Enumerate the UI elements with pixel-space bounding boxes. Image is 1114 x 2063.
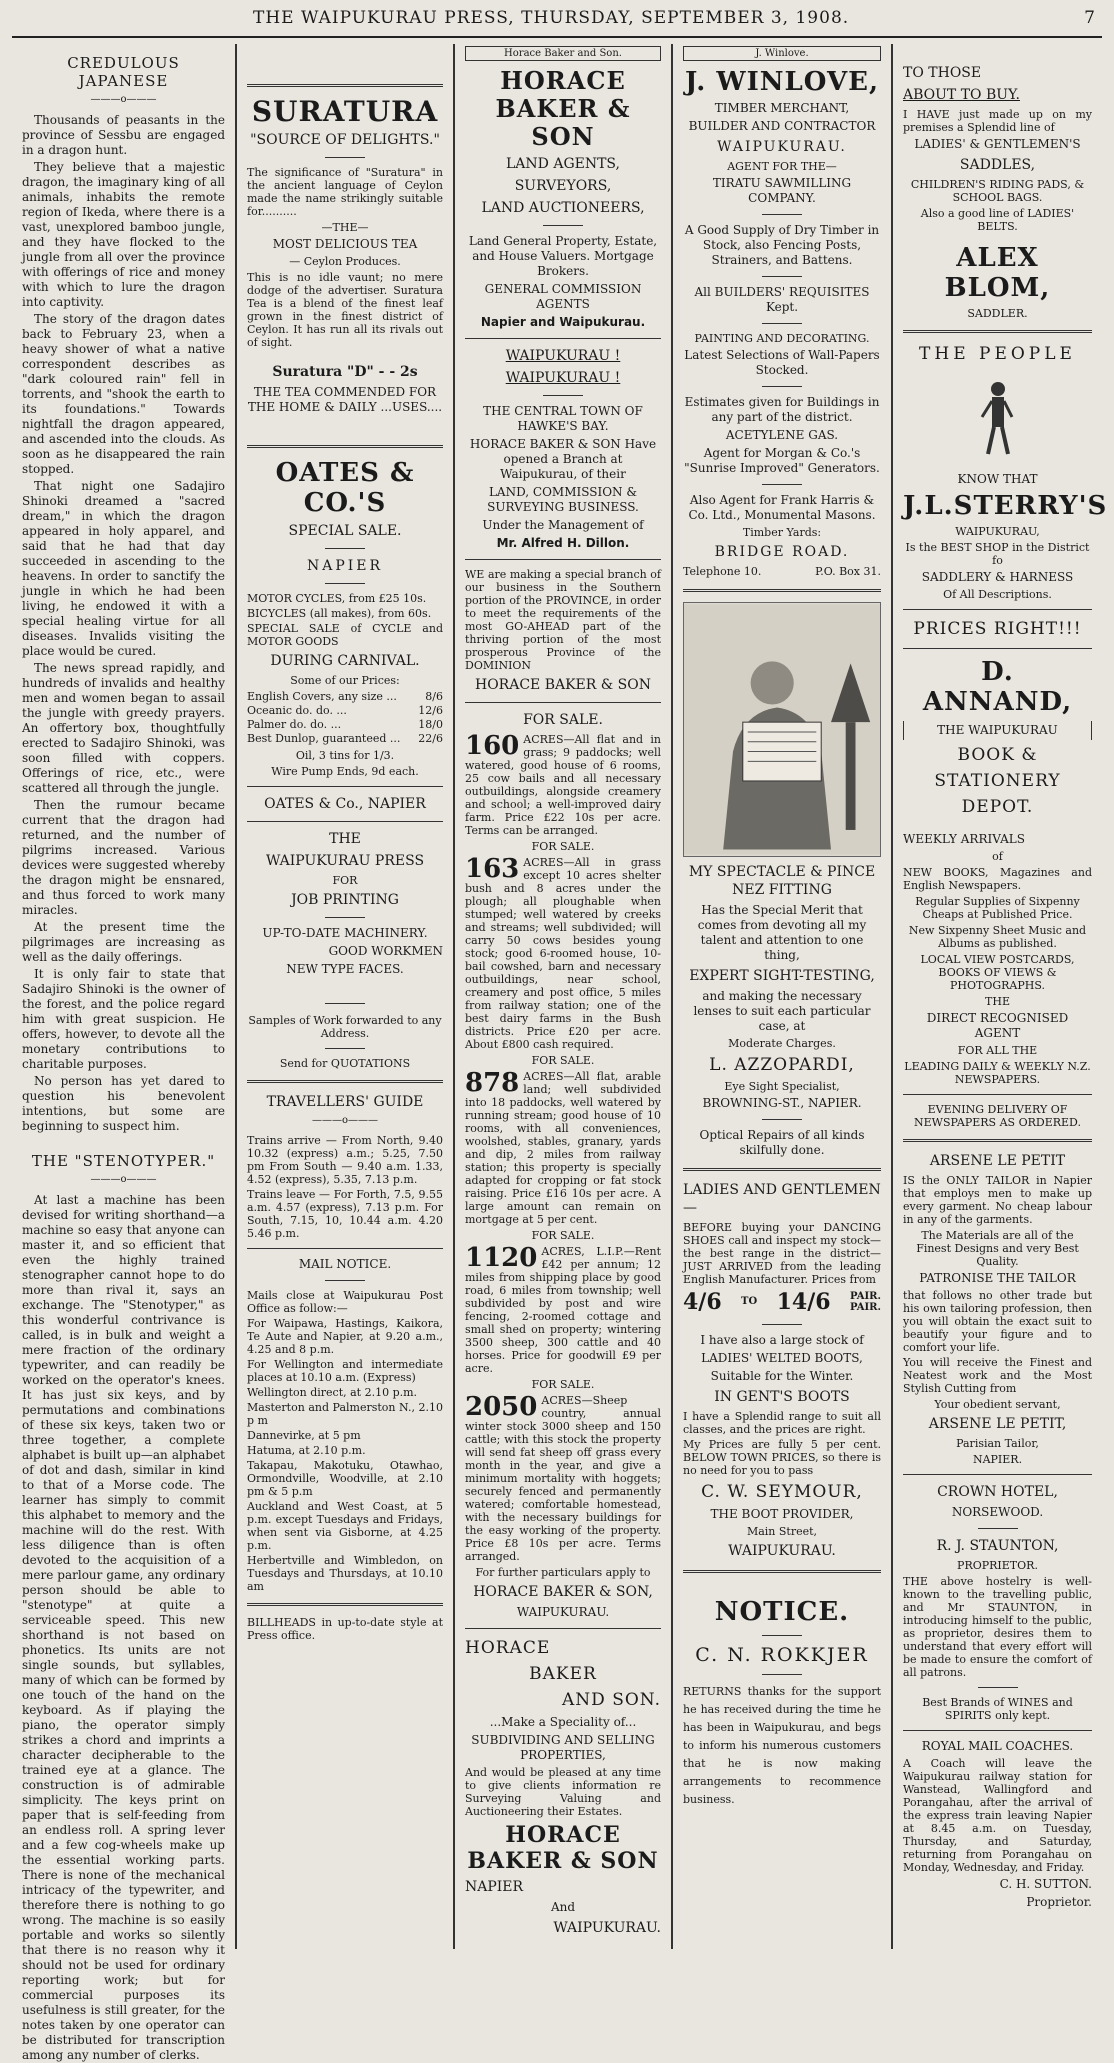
prices-right: PRICES RIGHT!!! xyxy=(913,619,1082,639)
mail-line: Dannevirke, at 5 pm xyxy=(247,1429,361,1442)
mail-line: For Wellington and intermediate places at 10.10 a.m. (Express) xyxy=(247,1358,443,1384)
column-4 xyxy=(673,44,893,1949)
suratura-subtitle: "SOURCE OF DELIGHTS." xyxy=(250,132,440,148)
divider xyxy=(762,1119,802,1120)
divider xyxy=(903,330,1092,333)
proprietor: PROPRIETOR. xyxy=(957,1559,1038,1572)
commission-agents: GENERAL COMMISSION AGENTS xyxy=(484,282,642,311)
for-all: FOR ALL THE xyxy=(957,1044,1038,1057)
divider xyxy=(247,786,443,787)
spectacle-text: Has the Special Merit that comes from devoting all my talent and attention to one thing, xyxy=(697,903,867,962)
land-agents: LAND AGENTS, xyxy=(506,156,620,172)
to-those: TO THOSE xyxy=(903,65,982,81)
annand-title: D. ANNAND, xyxy=(922,657,1073,717)
waipukurau: WAIPUKURAU. xyxy=(717,139,847,155)
article-paragraph: The story of the dragon dates back to February 23, when a heavy shower of what a native correspondent describes as "dark coloured rain" fell in torrents, and "shook the earth to its foundations." Towards nightfall the dragon appeared, and ascended into the clouds. As soon as he disappeared the rain stopped. xyxy=(22,312,225,476)
dancing-shoes: BEFORE buying your DANCING SHOES call and inspect my stock—the best range in the district—JUST ARRIVED from the leading English Manufacturer. Prices from xyxy=(683,1221,881,1286)
billheads: BILLHEADS in up-to-date style at Press office. xyxy=(247,1616,443,1642)
sutton: C. H. SUTTON. xyxy=(999,1877,1092,1891)
divider xyxy=(325,1003,365,1004)
sale-listing: 2050 ACRES—Sheep country, annual winter stock 3000 sheep and 150 cattle; with this stock the property will send fat sheep off grass every month in the year, and give a minimum mortality with hoggets; securely fenced and permanently watered; comfortable homestead, with the necessary buildings for the easy working of the property. Price £8 10s per acre. Terms arranged. xyxy=(465,1392,661,1563)
under-management: Under the Management of xyxy=(482,518,644,532)
divider xyxy=(683,589,881,592)
for-label: FOR xyxy=(332,874,358,887)
follows-trade: that follows no other trade but his own tailoring profession, then you will obtain the exact suit to beautify your figure and to comfort your life. xyxy=(903,1289,1092,1354)
mail-line: Wellington direct, at 2.10 p.m. xyxy=(247,1386,418,1399)
job-printing: JOB PRINTING xyxy=(291,892,399,908)
postcards: LOCAL VIEW POSTCARDS, BOOKS OF VIEWS & PHOTOGRAPHS. xyxy=(920,953,1075,992)
stationery: STATIONERY xyxy=(934,771,1061,791)
for-sale-heading: FOR SALE. xyxy=(531,1054,595,1067)
weekly-arrivals: WEEKLY ARRIVALS xyxy=(903,832,1025,846)
divider xyxy=(247,445,443,448)
evening-delivery: EVENING DELIVERY OF NEWSPAPERS AS ORDERED. xyxy=(914,1103,1081,1129)
saddlery-harness: SADDLERY & HARNESS xyxy=(921,570,1074,584)
price-row: Palmer do. do. ... 18/0 xyxy=(247,718,443,731)
article-title-stenotyper: THE "STENOTYPER." xyxy=(31,1152,216,1170)
special-cycle: SPECIAL SALE of CYCLE and MOTOR GOODS xyxy=(247,622,443,648)
the-label: —THE— xyxy=(321,221,369,234)
bridge-road: BRIDGE ROAD. xyxy=(714,544,850,560)
surveyors: SURVEYORS, xyxy=(514,178,612,194)
morgan: Agent for Morgan & Co.'s "Sunrise Improved" Generators. xyxy=(684,446,880,475)
horace-baker-title: HORACE BAKER & SON xyxy=(495,66,631,151)
obedient-servant: Your obedient servant, xyxy=(934,1398,1061,1411)
divider xyxy=(325,1280,365,1281)
boot-provider: THE BOOT PROVIDER, xyxy=(710,1507,854,1521)
some-prices: Some of our Prices: xyxy=(290,674,400,687)
gents-boots: IN GENT'S BOOTS xyxy=(714,1389,850,1405)
waipukurau: WAIPUKURAU. xyxy=(553,1920,661,1936)
making-lenses: and making the necessary lenses to suit each particular case, at xyxy=(693,989,871,1033)
sale-listing: 1120 ACRES, L.I.P.—Rent £42 per annum; 12 miles from shipping place by good road, 6 miles from township; well subdivided by post and wire fencing, 2-roomed cottage and small shed on property; wintering 3500 sheep, 300 cattle and 40 horses. Price for goodwill £9 per acre. xyxy=(465,1243,661,1375)
staunton: R. J. STAUNTON, xyxy=(936,1538,1059,1554)
mail-line: Hatuma, at 2.10 p.m. xyxy=(247,1444,366,1457)
special-branch: WE are making a special branch of our business in the Southern portion of the PROVINCE, in order to meet the requirements of the most GO-AHEAD part of the thriving portion of the most prosperous Province of the DOMINION xyxy=(465,568,661,672)
divider xyxy=(325,1048,365,1049)
saddles: SADDLES, xyxy=(959,157,1036,173)
for-sale-heading: FOR SALE. xyxy=(531,1229,595,1242)
the-label: THE xyxy=(329,831,361,847)
land-commission: LAND, COMMISSION & SURVEYING BUSINESS. xyxy=(487,485,639,514)
suratura-title: SURATURA xyxy=(251,95,439,128)
browning-st: BROWNING-ST., NAPIER. xyxy=(702,1096,862,1110)
the-people: THE PEOPLE xyxy=(919,344,1076,364)
hb-branch: HORACE BAKER & SON Have opened a Branch at Waipukurau, of their xyxy=(469,437,657,481)
arsene-title: ARSENE LE PETIT xyxy=(929,1153,1066,1169)
napier: NAPIER. xyxy=(972,1453,1023,1466)
napier-waipukurau: Napier and Waipukurau. xyxy=(480,315,646,329)
ornament-divider: ———o——— xyxy=(90,1174,157,1185)
direct-agent: DIRECT RECOGNISED AGENT xyxy=(926,1011,1069,1040)
upto-date-machinery: UP-TO-DATE MACHINERY. xyxy=(262,926,428,940)
mail-line: Masterton and Palmerston N., 2.10 p m xyxy=(247,1401,443,1427)
tea-commended: THE TEA COMMENDED FOR THE HOME & DAILY ...USES.... xyxy=(247,385,443,414)
divider xyxy=(543,225,583,226)
article-paragraph: They believe that a majestic dragon, the imaginary king of all animals, inhabits the remote region of Ikeda, where there is a vast, unexplored bamboo jungle, and they have flocked to the jungle from all over the province with offerings of rice and money with which to lure the dragon into captivity. xyxy=(22,160,225,309)
only-tailor: IS the ONLY TAILOR in Napier that employs men to make up every garment. No cheap labour in any of the garments. xyxy=(903,1174,1092,1226)
my-prices: My Prices are fully 5 per cent. BELOW TOWN PRICES, so there is no need for you to pass xyxy=(683,1438,881,1477)
horace-baker-son: HORACE BAKER & SON xyxy=(474,677,652,693)
timber-merchant: TIMBER MERCHANT, xyxy=(714,101,850,115)
waipukurau: WAIPUKURAU. xyxy=(516,1605,610,1619)
new-type-faces: NEW TYPE FACES. xyxy=(286,962,404,976)
pleased: And would be pleased at any time to give clients information re Surveying Valuing and Auctioneering their Estates. xyxy=(465,1766,661,1818)
leading-newspapers: LEADING DAILY & WEEKLY N.Z. NEWSPAPERS. xyxy=(904,1060,1091,1086)
know-that: KNOW THAT xyxy=(957,472,1038,486)
oates-title: OATES & CO.'S xyxy=(275,458,415,518)
divider xyxy=(683,1570,881,1573)
further-particulars: For further particulars apply to xyxy=(475,1566,651,1579)
price-row: Oceanic do. do. ... 12/6 xyxy=(247,704,443,717)
receive-finest: You will receive the Finest and Neatest work and the Most Stylish Cutting from xyxy=(903,1356,1092,1395)
during-carnival: DURING CARNIVAL. xyxy=(270,653,420,669)
article-paragraph: That night one Sadajiro Shinoki dreamed a "sacred dream," in which the dragon appeared in holy apparel, and said that he had that day succeeded in ascending to the heavens. In order to sanctify the jungle in which he had been living, he endowed it with a special healing virtue for all diseases. Invalids visiting the place would be cured. xyxy=(22,479,225,658)
spectacle-heading: MY SPECTACLE & PINCE NEZ FITTING xyxy=(688,864,876,898)
returns-thanks: RETURNS thanks for the support he has received during the time he has been in Waipukurau, and begs to inform his numerous customers that he is now making arrangements to recommence business. xyxy=(683,1685,881,1806)
seymour: C. W. SEYMOUR, xyxy=(701,1482,863,1502)
builder-contractor: BUILDER AND CONTRACTOR xyxy=(688,119,876,133)
divider xyxy=(903,1139,1092,1142)
notice-heading: NOTICE. xyxy=(714,1597,850,1627)
waipukurau-heading: WAIPUKURAU ! xyxy=(505,348,621,364)
column-2 xyxy=(237,44,455,1949)
divider xyxy=(465,559,661,560)
page-number: 7 xyxy=(1084,8,1096,28)
samples: Samples of Work forwarded to any Address. xyxy=(248,1014,442,1040)
article-paragraph: No person has yet dared to question his benevolent intentions, but some are beginning to suspect him. xyxy=(22,1074,225,1133)
rokkjer: C. N. ROKKJER xyxy=(695,1644,869,1666)
masthead xyxy=(12,8,1102,38)
royal-mail-coaches: ROYAL MAIL COACHES. xyxy=(921,1739,1074,1753)
wallpapers: Latest Selections of Wall-Papers Stocked. xyxy=(684,348,880,377)
divider xyxy=(762,484,802,485)
divider xyxy=(762,1674,802,1675)
mail-line: For Waipawa, Hastings, Kaikora, Te Aute and Napier, at 9.20 a.m., 4.25 and 8 p.m. xyxy=(247,1317,443,1356)
winlove-title: J. WINLOVE, xyxy=(684,67,880,97)
main-street: Main Street, xyxy=(746,1525,818,1538)
hostelry: THE above hostelry is well-known to the travelling public, and Mr STAUNTON, in introducing himself to the public, as proprietor, desires them to understand that every effort will be made to ensure the comfort of all patrons. xyxy=(903,1575,1092,1679)
divider xyxy=(903,1730,1092,1731)
azzopardi: L. AZZOPARDI, xyxy=(709,1055,855,1075)
materials: The Materials are all of the Finest Designs and very Best Quality. xyxy=(916,1229,1079,1268)
timber-yards: Timber Yards: xyxy=(742,526,822,539)
ceylon-produces: — Ceylon Produces. xyxy=(289,255,401,268)
divider xyxy=(978,1687,1018,1688)
suratura-text: The significance of "Suratura" in the ancient language of Ceylon made the name strikingly suitable for.......... xyxy=(247,166,443,218)
valuers: Land General Property, Estate, and House Valuers. Mortgage Brokers. xyxy=(468,234,658,278)
waipukurau-heading: WAIPUKURAU ! xyxy=(505,370,621,386)
coach-schedule: A Coach will leave the Waipukurau railway station for Wanstead, Wallingford and Porangahau, after the arrival of the express train leaving Napier at 8.45 a.m. on Tuesday, Thursday, and Saturday, returning from Porangahau on Monday, Wednesday, and Friday. xyxy=(903,1757,1092,1874)
blom-title: ALEX BLOM, xyxy=(944,243,1051,303)
bicycles: BICYCLES (all makes), from 60s. xyxy=(247,607,432,620)
ladies-gentlemens: LADIES' & GENTLEMEN'S xyxy=(914,137,1081,151)
ladies-belts: Also a good line of LADIES' BELTS. xyxy=(920,207,1075,233)
waipukurau: WAIPUKURAU. xyxy=(728,1543,836,1559)
divider xyxy=(247,1603,443,1606)
trains-leave: Trains leave — For Forth, 7.5, 9.55 a.m. 4.57 (express), 7.13 p.m. For South, 7.15, 10, 10.44 a.m. 4.20 5.46 p.m. xyxy=(247,1188,443,1240)
divider xyxy=(762,386,802,387)
masthead-title: THE WAIPUKURAU PRESS, THURSDAY, SEPTEMBER 3, 1908. xyxy=(252,8,850,28)
divider xyxy=(762,1635,802,1636)
sale-listing: 163 ACRES—All in grass except 10 acres shelter bush and 8 acres under the plough; all ploughable when stumped; well watered by creeks and streams; well subdivided; will carry 50 cows besides young stock; good 6-roomed house, 10-bail cowshed, barn and necessary outbuildings, near school, creamery and post office, 5 miles from railway station; one of the best dairy farms in the Bush districts. Price £20 per acre. About £800 cash required. xyxy=(465,854,661,1051)
regular-supplies: Regular Supplies of Sixpenny Cheaps at Published Price. xyxy=(915,895,1080,921)
patronise: PATRONISE THE TAILOR xyxy=(919,1271,1076,1285)
saddler: SADDLER. xyxy=(967,307,1028,320)
trains-arrive: Trains arrive — From North, 9.40 10.32 (express) a.m.; 5.25, 7.50 pm From South — 9.40 a.m. 1.33, 4.52 (express), 5.35, 7.13 p.m. xyxy=(247,1134,443,1186)
and-son-word: AND SON. xyxy=(562,1690,661,1710)
walking-man-icon xyxy=(903,369,1092,469)
new-books: NEW BOOKS, Magazines and English Newspapers. xyxy=(903,866,1092,892)
ornament-divider: ———o——— xyxy=(90,94,157,105)
builders-requisites: All BUILDERS' REQUISITES Kept. xyxy=(694,285,870,314)
eyesight-specialist: Eye Sight Specialist, xyxy=(724,1080,840,1093)
oates-napier-footer: OATES & Co., NAPIER xyxy=(264,796,426,812)
article-title-credulous: CREDULOUS JAPANESE xyxy=(67,54,180,90)
divider xyxy=(325,583,365,584)
columns xyxy=(12,44,1108,2062)
article-paragraph: It is only fair to state that Sadajiro Shinoki is the owner of the forest, and the police regard him with great suspicion. He offers, however, to devote all the monetary contributions to charitable purposes. xyxy=(22,967,225,1071)
subdividing: SUBDIVIDING AND SELLING PROPERTIES, xyxy=(471,1733,655,1762)
arsene-signature: ARSENE LE PETIT, xyxy=(928,1416,1067,1432)
for-sale-heading: FOR SALE. xyxy=(531,1378,595,1391)
have-made: I HAVE just made up on my premises a Splendid line of xyxy=(903,108,1092,134)
divider xyxy=(465,1628,661,1629)
column-3 xyxy=(455,44,673,1949)
mail-notice: MAIL NOTICE. xyxy=(298,1257,392,1271)
moderate-charges: Moderate Charges. xyxy=(728,1037,836,1050)
optical-repairs: Optical Repairs of all kinds skilfully done. xyxy=(699,1128,865,1157)
norsewood: NORSEWOOD. xyxy=(951,1505,1044,1519)
good-workmen: GOOD WORKMEN xyxy=(328,944,443,958)
horace-baker-son: HORACE BAKER & SON, xyxy=(473,1584,653,1600)
suratura-brand-d: Suratura "D" - - 2s xyxy=(272,364,418,380)
the-label: THE xyxy=(985,995,1010,1008)
also-stock: I have also a large stock of xyxy=(700,1333,864,1347)
harris: Also Agent for Frank Harris & Co. Ltd., Monumental Masons. xyxy=(688,493,876,522)
best-shop: Is the BEST SHOP in the District fo xyxy=(905,541,1090,567)
divider xyxy=(543,395,583,396)
horace-baker-title: HORACE BAKER & SON xyxy=(467,1822,659,1874)
reading-man-icon xyxy=(684,603,880,856)
ad-tag: Horace Baker and Son. xyxy=(465,46,661,61)
sterry-title: J.L.STERRY'S xyxy=(903,491,1108,521)
suratura-text: This is no idle vaunt; no mere dodge of the advertiser. Suratura Tea is a blend of the finest leaf grown in the finest district of Ceylon. It has run all its rivals out of sight. xyxy=(247,271,443,349)
book: BOOK & xyxy=(957,745,1038,765)
divider xyxy=(247,821,443,822)
divider xyxy=(762,323,802,324)
divider xyxy=(325,917,365,918)
divider xyxy=(903,1094,1092,1095)
baker-word: BAKER xyxy=(529,1664,597,1684)
horace-word: HORACE xyxy=(465,1638,551,1658)
divider xyxy=(978,1528,1018,1529)
article-paragraph: Thousands of peasants in the province of Sessbu are engaged in a dragon hunt. xyxy=(22,113,225,157)
suitable-winter: Suitable for the Winter. xyxy=(710,1369,854,1383)
divider xyxy=(762,214,802,215)
dillon: Mr. Alfred H. Dillon. xyxy=(496,536,630,550)
article-paragraph: The news spread rapidly, and hundreds of invalids and healthy men and women began to assail the jungle with greedy prayers. An offertory box, thoughtfully erected to Sadajiro Shinoki, was soon filled with coppers. Offerings of rice, etc., were scattered all through the jungle. xyxy=(22,661,225,795)
column-1 xyxy=(12,44,237,2062)
acetylene: ACETYLENE GAS. xyxy=(725,428,839,442)
oil-price: Oil, 3 tins for 1/3. xyxy=(295,749,395,762)
wines-spirits: Best Brands of WINES and SPIRITS only kept. xyxy=(922,1696,1073,1722)
price-row: English Covers, any size ... 8/6 xyxy=(247,690,443,703)
tiratu: TIRATU SAWMILLING COMPANY. xyxy=(712,176,852,205)
sale-listing: 878 ACRES—All flat, arable land; well subdivided into 18 paddocks, well watered by running stream; good house of 10 rooms, with all conveniences, woolshed, stables, granary, yards and dip, 2 miles from railway station; this property is specially adapted for cropping or fat stock raising. Price £16 10s per acre. A large amount can remain on mortgage at 5 per cent. xyxy=(465,1068,661,1226)
divider xyxy=(683,1168,881,1171)
napier: NAPIER xyxy=(465,1879,524,1895)
divider xyxy=(465,338,661,339)
spectacle-man-illustration xyxy=(683,602,881,857)
for-sale-heading: FOR SALE. xyxy=(523,712,603,728)
column-5 xyxy=(893,44,1108,1949)
of-label: of xyxy=(992,850,1003,863)
crown-hotel: CROWN HOTEL, xyxy=(937,1484,1058,1500)
price-row: Best Dunlop, guaranteed ... 22/6 xyxy=(247,732,443,745)
ladies-gentlemen: LADIES AND GENTLEMEN— xyxy=(683,1182,881,1216)
contact-row: Telephone 10. P.O. Box 31. xyxy=(683,565,881,578)
parisian-tailor: Parisian Tailor, xyxy=(956,1437,1039,1450)
waipukurau-press: WAIPUKURAU PRESS xyxy=(265,853,425,869)
central-town: THE CENTRAL TOWN OF HAWKE'S BAY. xyxy=(483,404,643,433)
oates-napier: NAPIER xyxy=(306,558,384,574)
depot: DEPOT. xyxy=(961,797,1034,817)
divider xyxy=(903,1474,1092,1475)
waipukurau: WAIPUKURAU, xyxy=(955,525,1040,538)
send-quotations: Send for QUOTATIONS xyxy=(279,1057,411,1070)
divider xyxy=(325,157,365,158)
sheet-music: New Sixpenny Sheet Music and Albums as published. xyxy=(908,924,1087,950)
mail-line: Herbertville and Wimbledon, on Tuesdays and Thursdays, at 10.10 am xyxy=(247,1554,443,1593)
childrens-pads: CHILDREN'S RIDING PADS, & SCHOOL BAGS. xyxy=(910,178,1085,204)
travellers-guide: TRAVELLERS' GUIDE xyxy=(266,1094,424,1110)
divider xyxy=(325,548,365,549)
divider xyxy=(903,609,1092,610)
splendid-range: I have a Splendid range to suit all classes, and the prices are right. xyxy=(683,1410,881,1436)
mail-line: Takapau, Makotuku, Otawhao, Ormondville, Woodville, at 2.10 pm & 5 p.m xyxy=(247,1459,443,1498)
speciality: ...Make a Speciality of... xyxy=(489,1715,637,1729)
agent-for: AGENT FOR THE— xyxy=(727,160,837,173)
welted-boots: LADIES' WELTED BOOTS, xyxy=(701,1351,863,1365)
divider xyxy=(247,1248,443,1249)
divider xyxy=(465,702,661,703)
painting: PAINTING AND DECORATING. xyxy=(694,332,870,345)
for-sale-heading: FOR SALE. xyxy=(531,840,595,853)
expert-sight-testing: EXPERT SIGHT-TESTING, xyxy=(689,968,875,984)
wire-pump: Wire Pump Ends, 9d each. xyxy=(271,765,419,778)
all-descriptions: Of All Descriptions. xyxy=(943,588,1052,601)
ornament-divider: ———o——— xyxy=(311,1115,379,1126)
and-word: And xyxy=(550,1900,576,1914)
good-supply: A Good Supply of Dry Timber in Stock, also Fencing Posts, Strainers, and Battens. xyxy=(684,223,880,267)
shoe-price-range: 4/6 TO 14/6 PAIR. PAIR. xyxy=(683,1289,881,1315)
proprietor: Proprietor. xyxy=(1026,1895,1092,1909)
the-waipukurau: THE WAIPUKURAU xyxy=(903,721,1092,740)
about-to-buy: ABOUT TO BUY. xyxy=(903,87,1020,103)
divider xyxy=(247,1080,443,1083)
mail-line: Auckland and West Coast, at 5 p.m. except Tuesdays and Fridays, when sent via Gisborne, at 4.25 p.m. xyxy=(247,1500,443,1552)
divider xyxy=(247,84,443,87)
ad-tag: J. Winlove. xyxy=(683,46,881,61)
article-paragraph: Then the rumour became current that the dragon had returned, and the number of pilgrims increased. Various devices were suggested whereby the dragon might be ensnared, and thus forced to work many miracles. xyxy=(22,798,225,917)
mails-close: Mails close at Waipukurau Post Office as follow:— xyxy=(247,1289,443,1315)
motor-cycles: MOTOR CYCLES, from £25 10s. xyxy=(247,592,427,605)
sale-listing: 160 ACRES—All flat and in grass; 9 paddocks; well watered, good house of 6 rooms, 25 cow bails and all necessary outbuildings, alongside creamery and school; a well-improved dairy farm. Price £22 10s per acre. Terms can be arranged. xyxy=(465,731,661,837)
article-paragraph: At the present time the pilgrimages are increasing as well as the daily offerings. xyxy=(22,920,225,964)
divider xyxy=(762,1324,802,1325)
article-paragraph: At last a machine has been devised for writing shorthand—a machine so easy that anyone can master it, and so efficient that even the highly trained stenographer cannot hope to do more than rival it, says an exchange. The "Stenotyper," as this wonderful contrivance is called, is in bulk and weight a mere fraction of the ordinary typewriter, and can readily be worked on the operator's knees. It has just six keys, and by permutations and combinations of these six keys, taken two or three together, a complete alphabet is built up—an alphabet of dot and dash, similar in kind to that of a Morse code. The learner has simply to commit this alphabet to memory and the machine will do the rest. With less diligence than is often devoted to the acquisition of a mere parlour game, any ordinary person should be able to "stenotype" at quite a serviceable speed. This new shorthand is not based on phonetics. Its units are not single sounds, but syllables, many of which can be formed by one touch of the hand on the keyboard. As if playing the piano, the operator simply strikes a chord and imprints a character decipherable to the trained eye at a glance. The construction is of admirable simplicity. The keys print on paper that is self-feeding from an endless roll. A spring lever and a few cog-wheels make up the essential working parts. There is none of the mechanical intricacy of the typewriter, and therefore there is nothing to go wrong. The machine is so easily portable and works so silently that there is no reason why it should not be used for ordinary reporting work; but for commercial purposes its usefulness is still greater, for the notes taken by one operator can be distributed for transcription among any number of clerks. xyxy=(22,1193,225,2062)
oates-special-sale: SPECIAL SALE. xyxy=(288,523,402,539)
land-auctioneers: LAND AUCTIONEERS, xyxy=(481,200,645,216)
divider xyxy=(762,276,802,277)
estimates: Estimates given for Buildings in any part of the district. xyxy=(684,395,880,424)
divider xyxy=(903,648,1092,649)
most-delicious: MOST DELICIOUS TEA xyxy=(272,237,418,251)
